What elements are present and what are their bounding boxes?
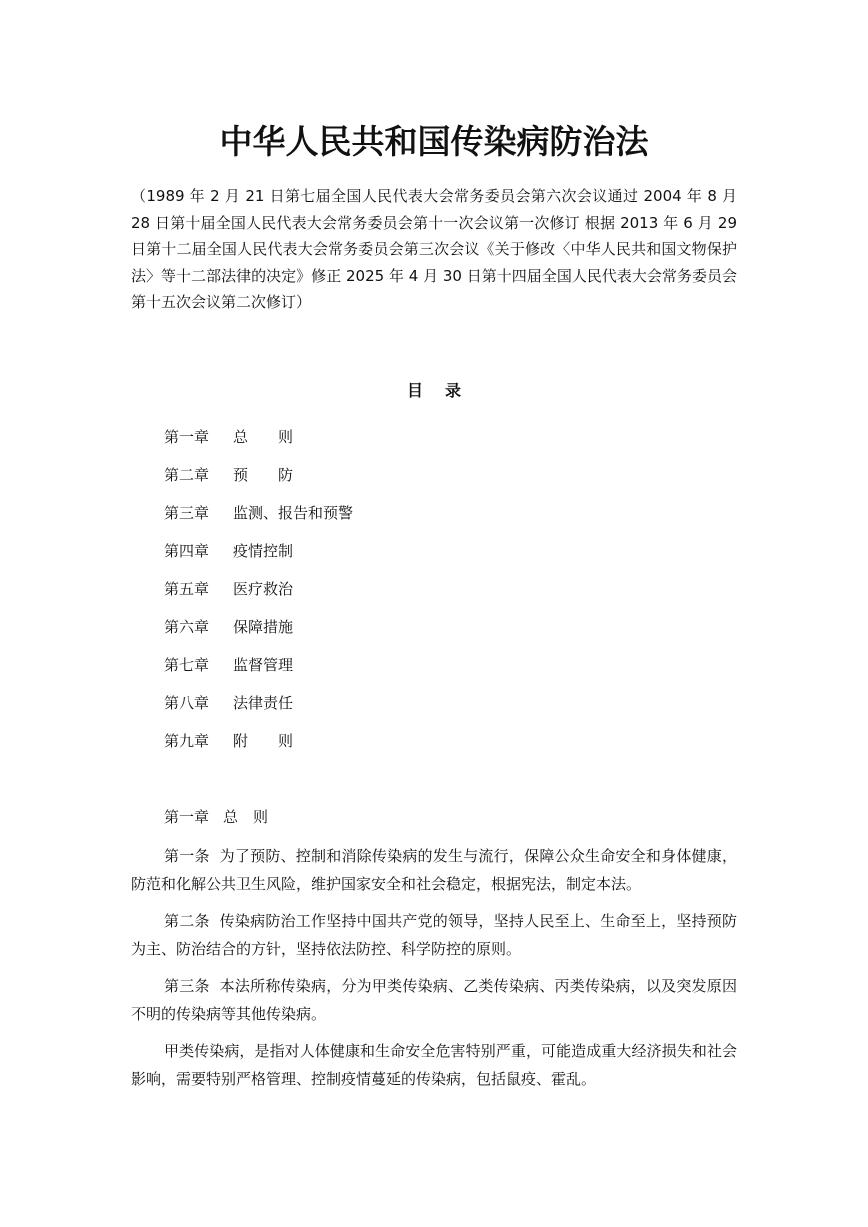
- toc-item-number: 第九章: [164, 732, 210, 750]
- article-text: 传染病防治工作坚持中国共产党的领导，坚持人民至上、生命至上，坚持预防为主、防治结合的方针，坚持依法防控、科学防控的原则。: [131, 912, 737, 958]
- toc-item-title: 总 则: [233, 428, 294, 446]
- toc-item: [164, 500, 353, 538]
- toc-item: [164, 462, 353, 500]
- article-paragraph: [131, 842, 737, 898]
- toc-heading-left: 目: [406, 381, 423, 400]
- toc-item: [164, 690, 353, 728]
- chapter-number: 第一章: [164, 808, 210, 826]
- toc-item-title: 附 则: [233, 732, 294, 750]
- toc-item-title: 保障措施: [233, 618, 294, 636]
- toc-item: [164, 614, 353, 652]
- article-paragraph: [131, 972, 737, 1028]
- toc-item-number: 第八章: [164, 694, 210, 712]
- article-text: 为了预防、控制和消除传染病的发生与流行，保障公众生命安全和身体健康，防范和化解公共卫生风险，维护国家安全和社会稳定，根据宪法，制定本法。: [131, 847, 737, 893]
- toc-item-title: 预 防: [233, 466, 294, 484]
- chapter-title: 总 则: [223, 808, 269, 826]
- toc-item: [164, 538, 353, 576]
- toc-item-number: 第四章: [164, 542, 210, 560]
- table-of-contents: [164, 424, 353, 766]
- toc-item-title: 法律责任: [233, 694, 294, 712]
- toc-item-number: 第二章: [164, 466, 210, 484]
- document-title: 中华人民共和国传染病防治法: [219, 122, 649, 161]
- toc-item-title: 医疗救治: [233, 580, 294, 598]
- article-paragraph: [131, 907, 737, 963]
- law-body: [131, 804, 737, 1102]
- toc-item-number: 第一章: [164, 428, 210, 446]
- article-number: 第二条: [164, 912, 210, 930]
- toc-heading: [0, 378, 868, 404]
- toc-item-number: 第六章: [164, 618, 210, 636]
- toc-item-title: 监测、报告和预警: [233, 504, 354, 522]
- toc-item-number: 第三章: [164, 504, 210, 522]
- toc-item-title: 疫情控制: [233, 542, 294, 560]
- article-text: 本法所称传染病，分为甲类传染病、乙类传染病、丙类传染病，以及突发原因不明的传染病等其他传染病。: [131, 977, 737, 1023]
- article-number: 第一条: [164, 847, 210, 865]
- toc-item: [164, 424, 353, 462]
- toc-heading-right: 录: [445, 381, 462, 400]
- toc-item-number: 第七章: [164, 656, 210, 674]
- toc-item: [164, 652, 353, 690]
- amendment-history: （1989 年 2 月 21 日第七届全国人民代表大会常务委员会第六次会议通过 2004 年 8 月 28 日第十届全国人民代表大会常务委员会第十一次会议第一次修订 根据 2013 年 6 月 29 日第十二届全国人民代表大会常务委员会第三次会议《关于修改〈中华人民共和国文物保护法〉等十二部法律的决定》修正 2025 年 4 月 30 日第十四届全国人民代表大会常务委员会第十五次会议第二次修订）: [131, 187, 737, 311]
- article-number: 第三条: [164, 977, 210, 995]
- toc-item-number: 第五章: [164, 580, 210, 598]
- body-paragraph: 甲类传染病，是指对人体健康和生命安全危害特别严重，可能造成重大经济损失和社会影响，需要特别严格管理、控制疫情蔓延的传染病，包括鼠疫、霍乱。: [131, 1042, 737, 1088]
- toc-item: [164, 728, 353, 766]
- toc-item: [164, 576, 353, 614]
- chapter-heading: [131, 804, 737, 842]
- toc-item-title: 监督管理: [233, 656, 294, 674]
